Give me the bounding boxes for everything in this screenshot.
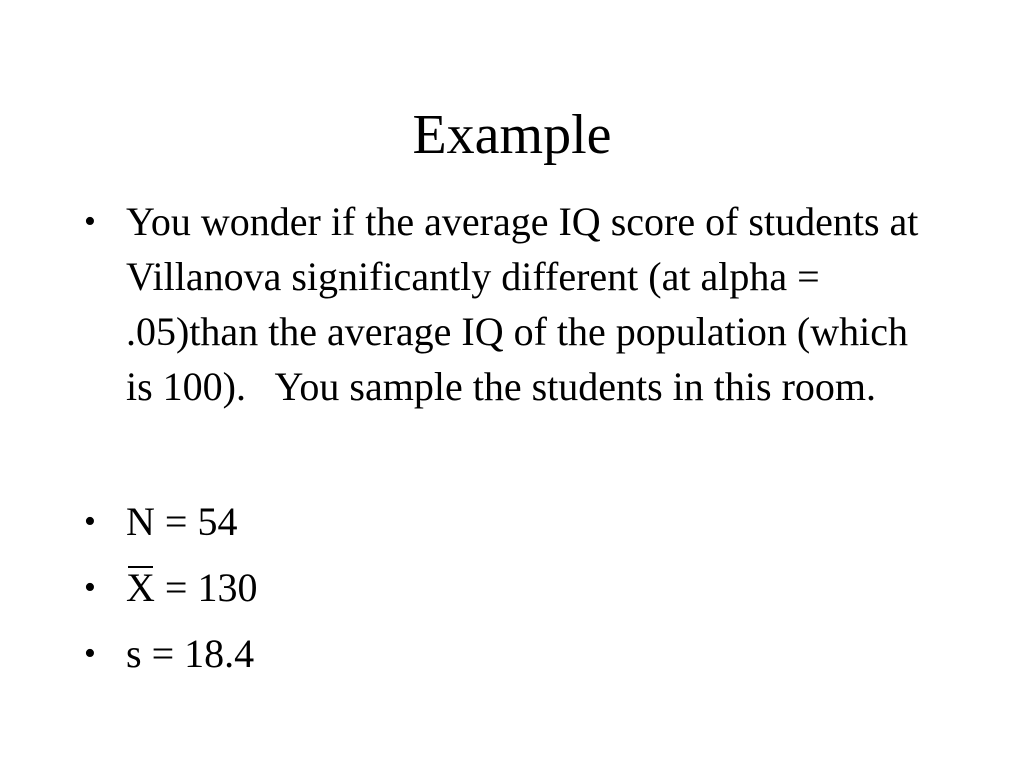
- bullet-text-n: N = 54: [126, 499, 238, 544]
- bullet-item-n: [84, 494, 944, 550]
- x-bar-symbol: X: [126, 560, 155, 616]
- bullet-text-mean: = 130: [154, 565, 258, 610]
- bullet-text-problem: You wonder if the average IQ score of students at Villanova significantly different (at alpha = .05)than the average IQ of the population (which is 100). You sample the students in this room.: [126, 199, 928, 409]
- slide-title: Example: [412, 104, 612, 166]
- bullet-dot-icon: •: [84, 635, 96, 672]
- bullet-item-problem: [84, 194, 944, 414]
- bullet-dot-icon: •: [84, 203, 96, 240]
- bullet-dot-icon: •: [84, 503, 96, 540]
- bullet-text-s: s = 18.4: [126, 631, 255, 676]
- bullet-dot-icon: •: [84, 569, 96, 606]
- bullet-item-mean: [84, 560, 944, 616]
- bullet-list: [84, 194, 944, 692]
- bullet-item-s: [84, 626, 944, 682]
